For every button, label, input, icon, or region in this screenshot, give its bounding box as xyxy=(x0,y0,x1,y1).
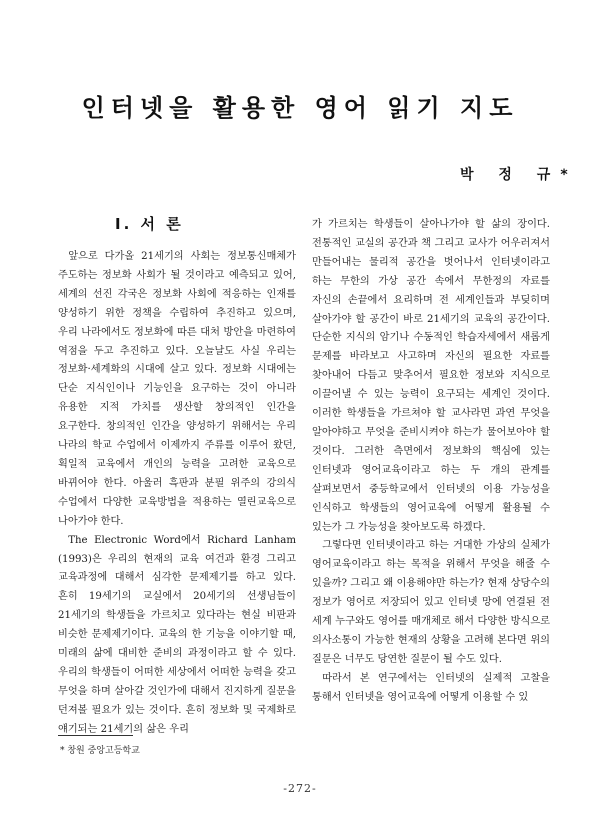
page-number: -272- xyxy=(283,782,317,795)
left-paragraph-1: 앞으로 다가올 21세기의 사회는 정보통신매체가 주도하는 정보화 사회가 될 것이라고 예측되고 있어, 세계의 선진 각국은 정보화 사회에 적응하는 인재를 양성하기 위한 정책을 수립하여 추진하고 있으며, 우리 나라에서도 정보화에 따른 대처 방안을 마련하여 역점을 두고 추진하고 있다. 오늘날도 사실 우리는 정보화·세계화의 시대에 살고 있다. 정보화 시대에는 단순 지식인이나 기능인을 요구하는 것이 아니라 유용한 지적 가치를 생산할 창의적인 인간을 요구한다. 창의적인 인간을 양성하기 위해서는 우리 나라의 학교 수업에서 이제까지 주류를 이루어 왔던, 획일적 교육에서 개인의 능력을 고려한 교육으로 바뀌어야 한다. 아울러 흑판과 분필 위주의 강의식 수업에서 다양한 교육방법을 적용하는 열린교육으로 나아가야 한다. xyxy=(58,251,296,527)
section-heading-introduction: Ⅰ. 서 론 xyxy=(115,215,184,233)
left-paragraph-2: The Electronic Word에서 Richard Lanham (1993)은 우리의 현재의 교육 여건과 환경 그리고 교육과정에 대해서 심각한 문제제기를 하고 있다. 흔히 19세기의 교실에서 20세기의 선생님들이 21세기의 학생들을 가르치고 있다라는 현실 비판과 비슷한 문제제기이다. 교육의 한 기능을 이야기할 때, 미래의 삶에 대비한 준비의 과정이라고 할 수 있다. 우리의 학생들이 어떠한 세상에서 어떠한 능력을 갖고 무엇을 하며 살아갈 것인가에 대해서 진지하게 질문을 던져볼 필요가 있는 것이다. 흔히 정보화 및 국제화로 얘기되는 21세기의 삶은 우리 xyxy=(58,534,296,735)
paper-title: 인터넷을 활용한 영어 읽기 지도 xyxy=(81,94,519,122)
right-paragraph-3: 따라서 본 연구에서는 인터넷의 실제적 고찰을 통해서 인터넷을 영어교육에 어떻게 이용할 수 있 xyxy=(312,672,550,703)
right-paragraph-1: 가 가르치는 학생들이 살아나가야 할 삶의 장이다. 전통적인 교실의 공간과 책 그리고 교사가 어우러져서 만들어내는 물리적 공간을 벗어나서 인터넷이라고 하는 무한의 가상 공간 속에서 무한정의 자료를 자신의 손끝에서 요리하며 전 세계인들과 부딪히며 살아가야 할 공간이 바로 21세기의 교육의 공간이다. 단순한 지식의 암기나 수동적인 학습자세에서 새롭게 문제를 바라보고 사고하며 자신의 필요한 자료를 찾아내어 다듬고 맞추어서 필요한 정보와 지식으로 이끌어낼 수 있는 능력이 요구되는 세계인 것이다. 이러한 학생들을 가르쳐야 할 교사라면 과연 무엇을 알아야하고 무엇을 준비시켜야 하는가 물어보아야 할 것이다. 그러한 측면에서 정보화의 핵심에 있는 인터넷과 영어교육이라고 하는 두 개의 관계를 살펴보면서 중등학교에서 인터넷의 이용 가능성을 인식하고 학생들의 영어교육에 어떻게 활용될 수 있는가 그 가능성을 찾아보도록 하겠다. xyxy=(312,219,550,533)
right-column xyxy=(312,216,550,708)
left-column xyxy=(58,248,296,740)
author-name: 박 정 규* xyxy=(460,167,578,183)
footnote-divider xyxy=(58,735,133,736)
footnote-affiliation: * 창원 중앙고등학교 xyxy=(60,746,140,756)
right-paragraph-2: 그렇다면 인터넷이라고 하는 거대한 가상의 실체가 영어교육이라고 하는 목적을 위해서 무엇을 해줄 수 있을까? 그리고 왜 이용해야만 하는가? 현재 상당수의 정보가 영어로 저장되어 있고 인터넷 망에 연결된 전 세계 누구와도 영어를 매개체로 해서 다양한 방식으로 의사소통이 가능한 현재의 상황을 고려해 본다면 위의 질문은 너무도 당연한 질문이 될 수도 있다. xyxy=(312,540,550,665)
